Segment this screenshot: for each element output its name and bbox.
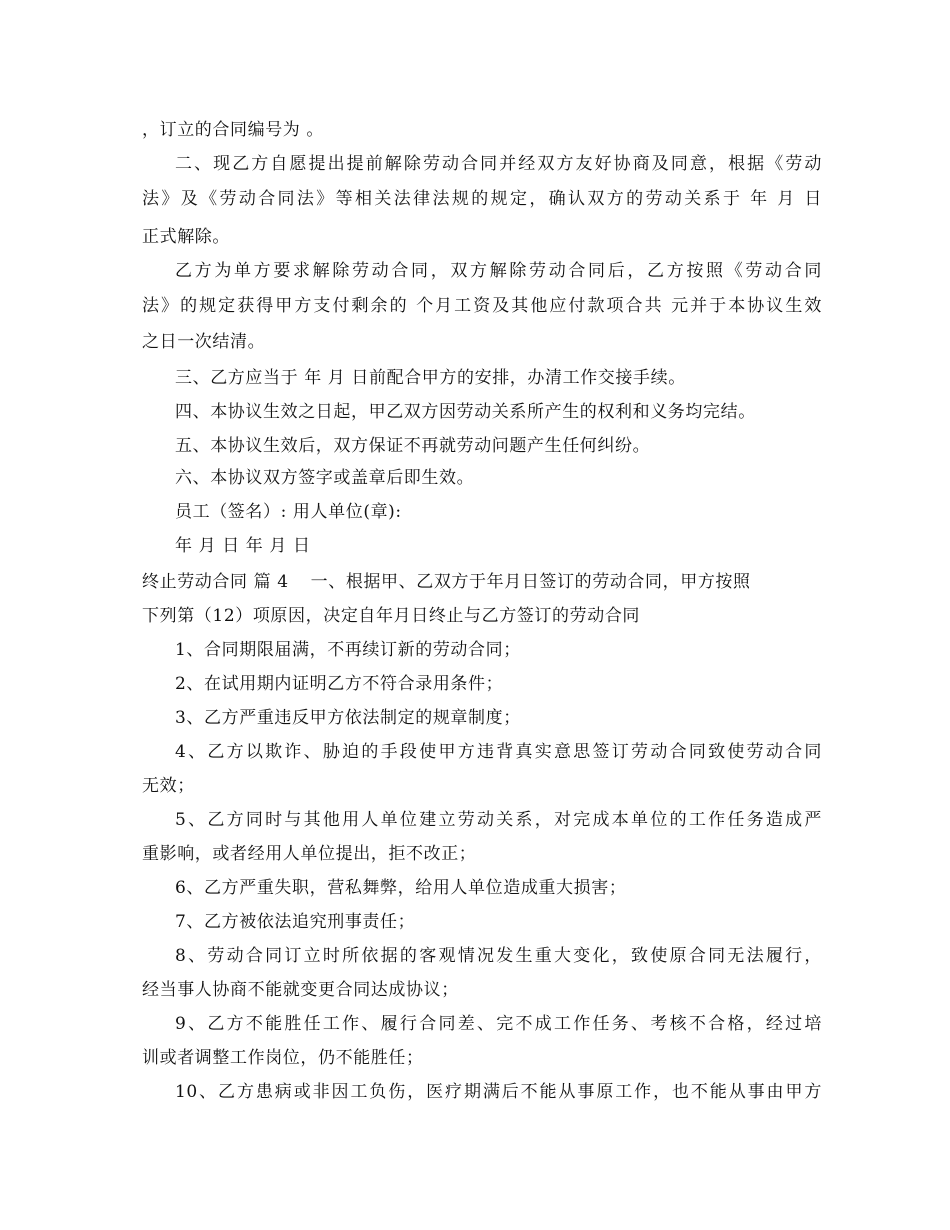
text-line: 五、本协议生效后，双方保证不再就劳动问题产生任何纠纷。 [175, 436, 651, 456]
text-line: 乙方为单方要求解除劳动合同，双方解除劳动合同后，乙方按照《劳动合同 [175, 261, 822, 281]
list-item: 2、在试用期内证明乙方不符合录用条件； [175, 674, 504, 694]
date-line: 年 月 日 年 月 日 [175, 536, 311, 556]
text-line: 经当事人协商不能就变更合同达成协议； [142, 980, 459, 1000]
text-line: 无效； [142, 776, 195, 796]
list-item: 8、劳动合同订立时所依据的客观情况发生重大变化，致使原合同无法履行， [175, 946, 822, 966]
list-item: 10、乙方患病或非因工负伤，医疗期满后不能从事原工作，也不能从事由甲方 [175, 1082, 822, 1102]
list-item: 6、乙方严重失职，营私舞弊，给用人单位造成重大损害； [175, 878, 627, 898]
text-line: 六、本协议双方签字或盖章后即生效。 [175, 468, 475, 488]
list-item: 7、乙方被依法追究刑事责任； [175, 912, 416, 932]
text-line: 训或者调整工作岗位，仍不能胜任； [142, 1048, 424, 1068]
text-line: 法》的规定获得甲方支付剩余的 个月工资及其他应付款项合共 元并于本协议生效 [142, 296, 822, 316]
text-line: 之日一次结清。 [142, 332, 266, 352]
text-line: 正式解除。 [142, 227, 230, 247]
section-intro: 一、根据甲、乙双方于年月日签订的劳动合同，甲方按照 [310, 572, 751, 592]
list-item: 5、乙方同时与其他用人单位建立劳动关系，对完成本单位的工作任务造成严 [175, 810, 822, 830]
section-heading: 终止劳动合同 篇 4 [142, 572, 289, 592]
text-line: 四、本协议生效之日起，甲乙双方因劳动关系所产生的权利和义务均完结。 [175, 402, 756, 422]
text-line: 重影响，或者经用人单位提出，拒不改正； [142, 844, 477, 864]
text-line: 法》及《劳动合同法》等相关法律法规的规定，确认双方的劳动关系于 年 月 日 [142, 189, 822, 209]
list-item: 4、乙方以欺诈、胁迫的手段使甲方违背真实意思签订劳动合同致使劳动合同 [175, 742, 822, 762]
text-line: 下列第（12）项原因，决定自年月日终止与乙方签订的劳动合同 [142, 606, 641, 626]
list-item: 9、乙方不能胜任工作、履行合同差、完不成工作任务、考核不合格，经过培 [175, 1014, 822, 1034]
text-line: 三、乙方应当于 年 月 日前配合甲方的安排，办清工作交接手续。 [175, 368, 686, 388]
list-item: 3、乙方严重违反甲方依法制定的规章制度； [175, 708, 521, 728]
text-line: ，订立的合同编号为 。 [142, 120, 325, 140]
text-line: 二、现乙方自愿提出提前解除劳动合同并经双方友好协商及同意，根据《劳动 [175, 154, 822, 174]
list-item: 1、合同期限届满，不再续订新的劳动合同； [175, 640, 521, 660]
section-heading-line [142, 571, 822, 593]
signature-line: 员工（签名）: 用人单位(章): [175, 502, 402, 522]
